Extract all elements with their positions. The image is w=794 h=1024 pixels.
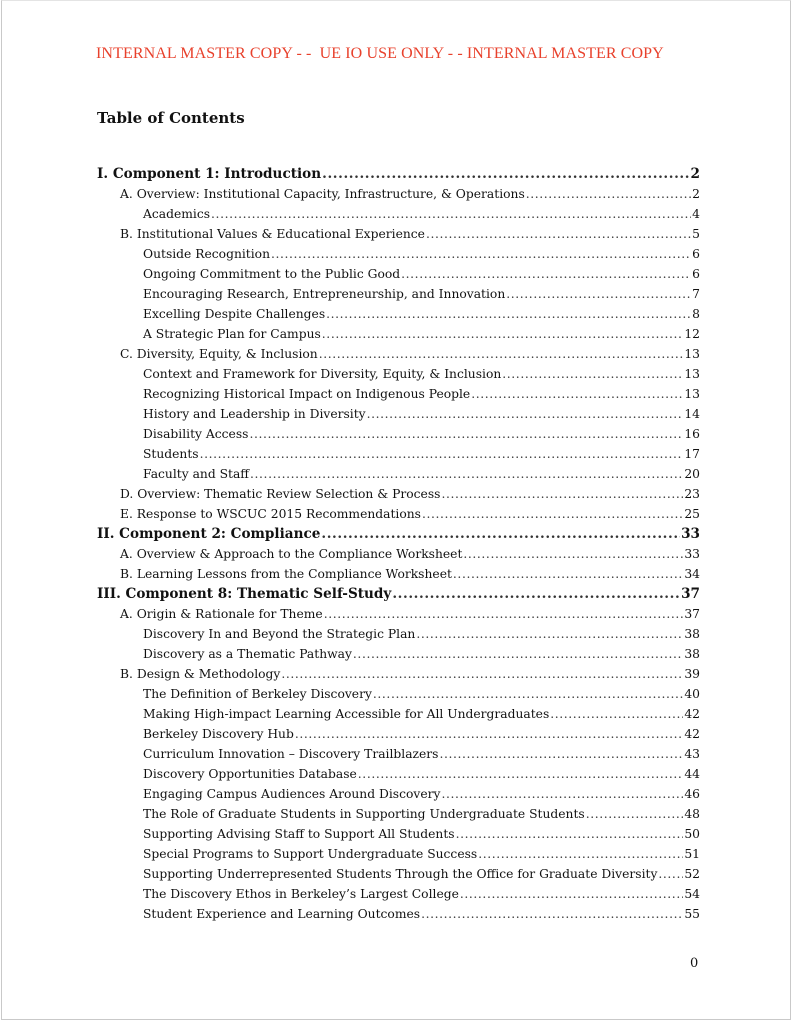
toc-entry-label: Berkeley Discovery Hub — [143, 727, 294, 741]
toc-entry-label: The Discovery Ethos in Berkeley’s Largest College — [143, 887, 459, 901]
dot-leader — [319, 344, 684, 364]
toc-entry-page: 16 — [684, 427, 700, 441]
toc-entry-page: 38 — [684, 647, 700, 661]
dot-leader — [453, 564, 683, 584]
toc-entry-label: Discovery as a Thematic Pathway — [143, 647, 352, 661]
toc-topic-entry[interactable] — [97, 884, 700, 904]
toc-entry-page: 2 — [690, 166, 700, 182]
dot-leader — [249, 424, 683, 444]
dot-leader — [421, 904, 683, 924]
toc-topic-entry[interactable] — [97, 764, 700, 784]
dot-leader — [200, 444, 684, 464]
internal-copy-banner: INTERNAL MASTER COPY - - UE IO USE ONLY - - INTERNAL MASTER COPY — [96, 45, 664, 62]
dot-leader — [353, 644, 683, 664]
toc-entry-label: Disability Access — [143, 427, 249, 441]
toc-entry-page: 17 — [684, 447, 700, 461]
toc-entry-label: Engaging Campus Audiences Around Discovery — [143, 787, 441, 801]
toc-entry-page: 33 — [684, 547, 700, 561]
toc-entry-label: Supporting Underrepresented Students Through the Office for Graduate Diversity — [143, 867, 658, 881]
toc-topic-entry[interactable] — [97, 864, 700, 884]
toc-entry-page: 5 — [692, 227, 700, 241]
toc-topic-entry[interactable] — [97, 404, 700, 424]
toc-topic-entry[interactable] — [97, 324, 700, 344]
toc-section-entry[interactable] — [97, 584, 700, 604]
toc-entry-page: 8 — [692, 307, 700, 321]
dot-leader — [401, 264, 691, 284]
dot-leader — [322, 324, 684, 344]
toc-entry-label: Academics — [143, 207, 211, 221]
toc-entry-label: Faculty and Staff — [143, 467, 250, 481]
page-number: 0 — [690, 956, 699, 971]
toc-entry-label: Encouraging Research, Entrepreneurship, and Innovation — [143, 287, 506, 301]
toc-entry-label: II. Component 2: Compliance — [97, 526, 321, 542]
toc-topic-entry[interactable] — [97, 904, 700, 924]
toc-entry-label: Special Programs to Support Undergraduate Success — [143, 847, 478, 861]
toc-topic-entry[interactable] — [97, 744, 700, 764]
toc-topic-entry[interactable] — [97, 684, 700, 704]
toc-entry-page: 42 — [684, 707, 700, 721]
toc-entry-label: Recognizing Historical Impact on Indigenous People — [143, 387, 471, 401]
dot-leader — [367, 404, 684, 424]
toc-entry-page: 13 — [684, 367, 700, 381]
toc-subsection-entry[interactable] — [97, 484, 700, 504]
toc-topic-entry[interactable] — [97, 704, 700, 724]
toc-entry-label: The Definition of Berkeley Discovery — [143, 687, 372, 701]
dot-leader — [422, 504, 683, 524]
toc-entry-page: 54 — [684, 887, 700, 901]
toc-entry-label: A. Origin & Rationale for Theme — [120, 607, 323, 621]
toc-topic-entry[interactable] — [97, 644, 700, 664]
toc-entry-label: B. Learning Lessons from the Compliance Worksheet — [120, 567, 452, 581]
toc-subsection-entry[interactable] — [97, 544, 700, 564]
toc-entry-page: 37 — [681, 586, 700, 602]
toc-entry-label: B. Institutional Values & Educational Experience — [120, 227, 425, 241]
toc-entry-label: Supporting Advising Staff to Support All Students — [143, 827, 455, 841]
toc-topic-entry[interactable] — [97, 784, 700, 804]
toc-entry-page: 39 — [684, 667, 700, 681]
dot-leader — [471, 384, 683, 404]
toc-entry-label: Student Experience and Learning Outcomes — [143, 907, 421, 921]
toc-topic-entry[interactable] — [97, 464, 700, 484]
toc-topic-entry[interactable] — [97, 424, 700, 444]
toc-entry-page: 14 — [684, 407, 700, 421]
dot-leader — [250, 464, 683, 484]
dot-leader — [550, 704, 683, 724]
toc-entry-label: Outside Recognition — [143, 247, 270, 261]
toc-entry-label: Discovery In and Beyond the Strategic Plan — [143, 627, 416, 641]
dot-leader — [326, 304, 691, 324]
toc-entry-label: A. Overview & Approach to the Compliance Worksheet — [120, 547, 463, 561]
toc-topic-entry[interactable] — [97, 364, 700, 384]
dot-leader — [358, 764, 684, 784]
dot-leader — [271, 244, 691, 264]
toc-entry-label: Context and Framework for Diversity, Equity, & Inclusion — [143, 367, 502, 381]
dot-leader — [456, 824, 684, 844]
toc-entry-page: 52 — [684, 867, 700, 881]
toc-entry-page: 2 — [692, 187, 700, 201]
dot-leader — [586, 804, 684, 824]
toc-entry-page: 6 — [692, 247, 700, 261]
toc-topic-entry[interactable] — [97, 844, 700, 864]
toc-section-entry[interactable] — [97, 524, 700, 544]
dot-leader — [460, 884, 683, 904]
toc-entry-label: Excelling Despite Challenges — [143, 307, 326, 321]
toc-subsection-entry[interactable] — [97, 344, 700, 364]
toc-entry-page: 38 — [684, 627, 700, 641]
toc-entry-label: A Strategic Plan for Campus — [143, 327, 321, 341]
toc-entry-label: B. Design & Methodology — [120, 667, 281, 681]
dot-leader — [416, 624, 683, 644]
toc-entry-label: Making High-impact Learning Accessible for All Undergraduates — [143, 707, 550, 721]
toc-entry-page: 33 — [681, 526, 700, 542]
toc-subsection-entry[interactable] — [97, 504, 700, 524]
toc-entry-page: 42 — [684, 727, 700, 741]
dot-leader — [526, 184, 691, 204]
toc-entry-label: Discovery Opportunities Database — [143, 767, 357, 781]
toc-topic-entry[interactable] — [97, 724, 700, 744]
toc-heading: Table of Contents — [97, 109, 245, 127]
toc-entry-page: 43 — [684, 747, 700, 761]
toc-topic-entry[interactable] — [97, 244, 700, 264]
dot-leader — [658, 864, 683, 884]
toc-entry-label: D. Overview: Thematic Review Selection & Process — [120, 487, 441, 501]
toc-topic-entry[interactable] — [97, 264, 700, 284]
toc-entry-page: 13 — [684, 387, 700, 401]
toc-topic-entry[interactable] — [97, 804, 700, 824]
toc-entry-page: 34 — [684, 567, 700, 581]
toc-entry-page: 7 — [692, 287, 700, 301]
document-page — [1, 0, 791, 1020]
toc-subsection-entry[interactable] — [97, 224, 700, 244]
toc-entry-label: Students — [143, 447, 199, 461]
toc-entry-page: 50 — [684, 827, 700, 841]
toc-entry-label: Ongoing Commitment to the Public Good — [143, 267, 401, 281]
toc-section-entry[interactable] — [97, 164, 700, 184]
toc-entry-page: 40 — [684, 687, 700, 701]
dot-leader — [322, 164, 689, 184]
toc-topic-entry[interactable] — [97, 304, 700, 324]
toc-entry-page: 6 — [692, 267, 700, 281]
dot-leader — [440, 744, 684, 764]
toc-topic-entry[interactable] — [97, 384, 700, 404]
dot-leader — [373, 684, 683, 704]
toc-entry-label: History and Leadership in Diversity — [143, 407, 366, 421]
toc-entry-page: 23 — [684, 487, 700, 501]
toc-entry-label: C. Diversity, Equity, & Inclusion — [120, 347, 318, 361]
dot-leader — [478, 844, 683, 864]
toc-entry-label: The Role of Graduate Students in Supporting Undergraduate Students — [143, 807, 585, 821]
dot-leader — [324, 604, 684, 624]
toc-subsection-entry[interactable] — [97, 184, 700, 204]
dot-leader — [441, 784, 683, 804]
toc-entry-page: 51 — [684, 847, 700, 861]
toc-entry-page: 12 — [684, 327, 700, 341]
toc-entry-page: 46 — [684, 787, 700, 801]
dot-leader — [463, 544, 683, 564]
dot-leader — [502, 364, 683, 384]
dot-leader — [506, 284, 691, 304]
dot-leader — [295, 724, 683, 744]
table-of-contents — [97, 164, 700, 924]
toc-subsection-entry[interactable] — [97, 564, 700, 584]
toc-topic-entry[interactable] — [97, 444, 700, 464]
toc-subsection-entry[interactable] — [97, 604, 700, 624]
dot-leader — [392, 584, 680, 604]
toc-topic-entry[interactable] — [97, 204, 700, 224]
toc-subsection-entry[interactable] — [97, 664, 700, 684]
toc-topic-entry[interactable] — [97, 284, 700, 304]
toc-entry-page: 25 — [684, 507, 700, 521]
dot-leader — [281, 664, 683, 684]
toc-entry-label: Curriculum Innovation – Discovery Trailblazers — [143, 747, 439, 761]
toc-entry-page: 48 — [684, 807, 700, 821]
toc-entry-page: 13 — [684, 347, 700, 361]
toc-entry-page: 44 — [684, 767, 700, 781]
toc-entry-label: A. Overview: Institutional Capacity, Infrastructure, & Operations — [120, 187, 525, 201]
toc-topic-entry[interactable] — [97, 824, 700, 844]
dot-leader — [441, 484, 683, 504]
toc-topic-entry[interactable] — [97, 624, 700, 644]
toc-entry-label: E. Response to WSCUC 2015 Recommendations — [120, 507, 421, 521]
toc-entry-page: 37 — [684, 607, 700, 621]
toc-entry-label: I. Component 1: Introduction — [97, 166, 322, 182]
dot-leader — [211, 204, 691, 224]
dot-leader — [426, 224, 691, 244]
toc-entry-page: 4 — [692, 207, 700, 221]
dot-leader — [321, 524, 680, 544]
toc-entry-page: 20 — [684, 467, 700, 481]
toc-entry-label: III. Component 8: Thematic Self-Study — [97, 586, 392, 602]
toc-entry-page: 55 — [684, 907, 700, 921]
